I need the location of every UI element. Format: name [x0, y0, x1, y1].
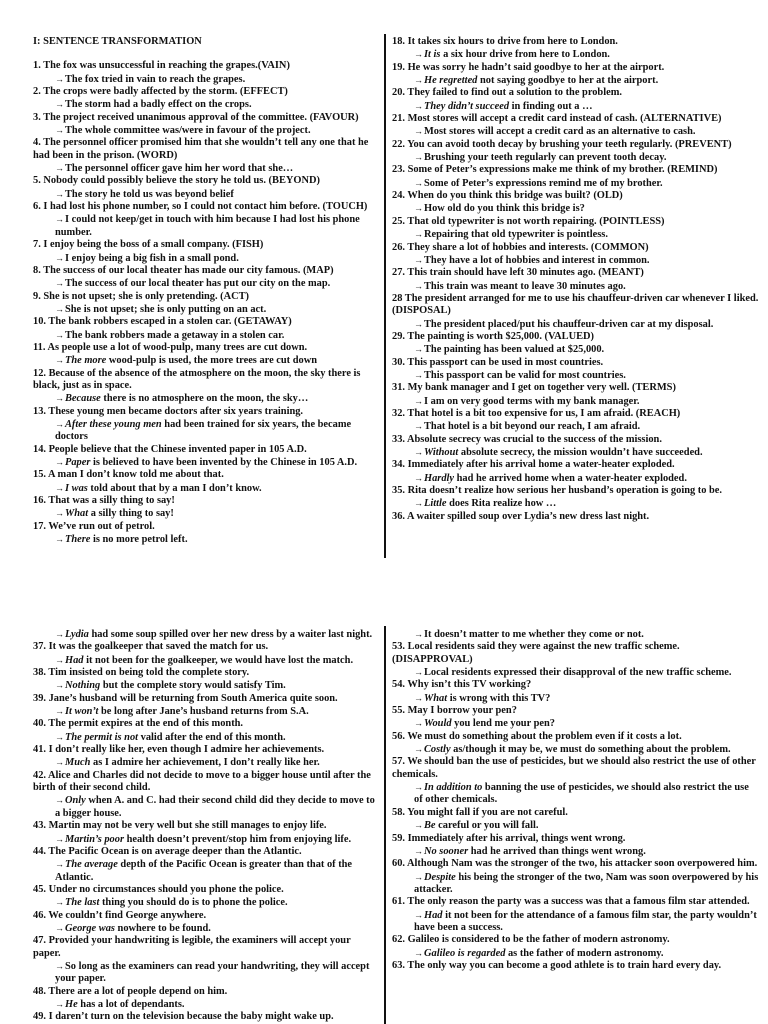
answer-line: [33, 329, 376, 342]
answer-line: [392, 947, 759, 960]
answer-text: careful or you will fall.: [435, 820, 539, 832]
answer-emphasis: Costly: [424, 744, 451, 756]
answer-text: So long as the examiners can read your handwriting, they will accept your paper.: [55, 960, 370, 985]
answer-line: [392, 692, 759, 705]
answer-line: [392, 845, 759, 858]
arrow-icon: →: [55, 457, 64, 467]
arrow-icon: →: [55, 278, 64, 289]
answer-emphasis: Lydia: [65, 629, 89, 640]
answer-line: [33, 654, 376, 667]
answer-emphasis: Despite: [424, 871, 456, 883]
question-line: 11. As people use a lot of wood-pulp, many trees are cut down.: [33, 341, 308, 353]
answer-text: his being the stronger of the two, Nam was soon overpowered by his attacker.: [414, 871, 759, 895]
arrow-icon: →: [55, 534, 64, 545]
answer-line: [33, 858, 376, 884]
column-divider: [384, 626, 386, 1024]
answer-line: [33, 392, 376, 405]
answer-line: [33, 162, 376, 175]
arrow-icon: →: [414, 782, 423, 793]
answer-line: [33, 833, 376, 846]
arrow-icon: →: [55, 922, 64, 933]
answer-emphasis: Nothing: [65, 680, 101, 692]
answer-line: [33, 679, 376, 692]
arrow-icon: →: [55, 125, 64, 136]
answer-line: [392, 369, 759, 382]
answer-line: [33, 705, 376, 718]
arrow-icon: →: [55, 833, 64, 844]
question-line: 13. These young men became doctors after six years training.: [33, 405, 304, 417]
question-line: 34. Immediately after his arrival home a water-heater exploded.: [392, 459, 675, 471]
answer-text: is wrong with this TV?: [447, 692, 551, 704]
answer-line: [33, 277, 376, 290]
question-line: 46. We couldn’t find George anywhere.: [33, 909, 207, 921]
answer-text: The president placed/put his chauffeur-driven car at my disposal.: [424, 318, 714, 330]
answer-line: [392, 177, 759, 190]
answer-emphasis: Much: [65, 757, 91, 769]
item-list: [33, 628, 376, 1024]
answer-text: had been trained for six years, the became doctors: [55, 418, 352, 443]
answer-line: [33, 354, 376, 367]
answer-text: The whole committee was/were in favour of the project.: [65, 125, 311, 137]
arrow-icon: →: [55, 859, 64, 870]
arrow-icon: →: [414, 229, 423, 240]
arrow-icon: →: [414, 126, 423, 137]
item-list: [33, 60, 376, 546]
answer-text: a silly thing to say!: [88, 508, 174, 520]
question-line: 12. Because of the absence of the atmosphere on the moon, the sky there is black, just as in space.: [33, 367, 361, 391]
arrow-icon: →: [414, 498, 423, 509]
question-line: 3. The project received unanimous approval of the committee. (FAVOUR): [33, 111, 359, 123]
question-line: 7. I enjoy being the boss of a small company. (FISH): [33, 239, 264, 251]
arrow-icon: →: [55, 757, 64, 768]
answer-emphasis: Hardly: [424, 472, 455, 484]
answer-emphasis: He: [65, 998, 78, 1010]
question-line: 31. My bank manager and I get on together very well. (TERMS): [392, 382, 676, 394]
answer-line: [33, 756, 376, 769]
answer-text: It doesn’t matter to me whether they come or not.: [424, 629, 644, 640]
arrow-icon: →: [414, 280, 423, 291]
answer-line: [33, 731, 376, 744]
answer-line: [33, 418, 376, 444]
answer-line: [33, 188, 376, 201]
answer-text: Local residents expressed their disapproval of the new traffic scheme.: [424, 667, 732, 679]
answer-line: [33, 482, 376, 495]
answer-emphasis: He regretted: [424, 75, 478, 87]
arrow-icon: →: [414, 254, 423, 265]
answer-emphasis: Paper: [65, 457, 91, 468]
question-line: 20. They failed to find out a solution to the problem.: [392, 87, 622, 99]
arrow-icon: →: [55, 508, 64, 519]
question-line: 10. The bank robbers escaped in a stolen car. (GETAWAY): [33, 316, 292, 328]
question-line: 37. It was the goalkeeper that saved the match for us.: [33, 641, 269, 653]
question-line: 39. Jane’s husband will be returning from South America quite soon.: [33, 692, 338, 704]
top-right-column: [392, 36, 759, 556]
question-line: 17. We’ve run out of petrol.: [33, 520, 155, 532]
answer-text: The story he told us was beyond belief: [65, 188, 234, 200]
answer-text: had he arrived home when a water-heater exploded.: [454, 472, 687, 484]
answer-line: [392, 871, 759, 897]
arrow-icon: →: [55, 706, 64, 717]
arrow-icon: →: [414, 447, 423, 457]
arrow-icon: →: [414, 152, 423, 163]
question-line: 49. I daren’t turn on the television because the baby might wake up.: [33, 1011, 334, 1023]
section-title: I: SENTENCE TRANSFORMATION: [33, 36, 202, 47]
answer-text: Brushing your teeth regularly can prevent tooth decay.: [424, 152, 667, 164]
answer-line: [392, 819, 759, 832]
question-line: 23. Some of Peter’s expressions make me think of my brother. (REMIND): [392, 164, 718, 176]
answer-text: it not been for the goalkeeper, we would have lost the match.: [83, 654, 354, 666]
arrow-icon: →: [414, 203, 423, 214]
question-line: 6. I had lost his phone number, so I could not contact him before. (TOUCH): [33, 201, 368, 213]
answer-text: told about that by a man I don’t know.: [87, 482, 262, 494]
question-line: 28 The president arranged for me to use his chauffeur-driven car whenever I liked. (DISPOSAL): [392, 292, 759, 317]
answer-text: This train was meant to leave 30 minutes ago.: [424, 280, 626, 292]
answer-text: She is not upset; she is only putting on an act.: [65, 303, 267, 315]
question-line: 14. People believe that the Chinese invented paper in 105 A.D.: [33, 443, 307, 455]
arrow-icon: →: [414, 75, 423, 86]
arrow-icon: →: [55, 482, 64, 493]
answer-line: [392, 318, 759, 331]
answer-line: [33, 73, 376, 86]
arrow-icon: →: [55, 960, 64, 971]
answer-text: nowhere to be found.: [114, 922, 211, 934]
question-line: 29. The painting is worth $25,000. (VALUED): [392, 330, 594, 342]
arrow-icon: →: [55, 303, 64, 314]
question-line: 22. You can avoid tooth decay by brushing your teeth regularly. (PREVENT): [392, 138, 732, 150]
answer-emphasis: Martin’s poor: [65, 833, 124, 845]
arrow-icon: →: [55, 897, 64, 908]
answer-emphasis: What: [424, 692, 448, 704]
answer-text: depth of the Pacific Ocean is greater than that of the Atlantic.: [55, 859, 353, 883]
answer-text: has a lot of dependants.: [77, 998, 185, 1010]
answer-line: [392, 628, 759, 641]
answer-line: [33, 794, 376, 820]
arrow-icon: →: [414, 744, 423, 755]
answer-text: banning the use of pesticides, we should also restrict the use of other chemicals.: [414, 782, 749, 806]
bottom-left-column: [33, 628, 376, 1024]
answer-line: [392, 395, 759, 408]
answer-text: you lend me your pen?: [451, 718, 555, 730]
question-line: 2. The crops were badly affected by the storm. (EFFECT): [33, 86, 288, 98]
question-line: 48. There are a lot of people depend on him.: [33, 985, 228, 997]
answer-line: [33, 507, 376, 520]
answer-line: [392, 48, 759, 61]
answer-text: there is no atmosphere on the moon, the sky…: [100, 393, 309, 405]
question-line: 59. Immediately after his arrival, things went wrong.: [392, 832, 626, 844]
answer-line: [392, 743, 759, 756]
answer-text: Repairing that old typewriter is pointless.: [424, 229, 608, 241]
question-line: 33. Absolute secrecy was crucial to the success of the mission.: [392, 433, 662, 445]
answer-line: [33, 998, 376, 1011]
answer-emphasis: Be: [424, 820, 436, 832]
answer-emphasis: Had: [65, 654, 84, 666]
arrow-icon: →: [55, 188, 64, 199]
answer-emphasis: Little: [424, 498, 447, 510]
arrow-icon: →: [55, 393, 64, 404]
question-line: 57. We should ban the use of pesticides, but we should also restrict the use of other chemicals.: [392, 756, 756, 780]
answer-text: I could not keep/get in touch with him because I had lost his phone number.: [55, 214, 360, 238]
question-line: 15. A man I don’t know told me about that.: [33, 469, 224, 481]
arrow-icon: →: [414, 49, 423, 60]
question-line: 26. They share a lot of hobbies and interests. (COMMON): [392, 241, 649, 253]
question-line: 60. Although Nam was the stronger of the two, his attacker soon overpowered him.: [392, 858, 758, 870]
question-line: 27. This train should have left 30 minutes ago. (MEANT): [392, 267, 644, 279]
answer-emphasis: Would: [424, 718, 452, 730]
answer-emphasis: In addition to: [424, 782, 483, 794]
answer-text: I enjoy being a big fish in a small pond.: [65, 252, 239, 264]
answer-emphasis: Only: [65, 795, 86, 807]
question-line: 18. It takes six hours to drive from here to London.: [392, 36, 618, 47]
answer-emphasis: Without: [424, 447, 459, 458]
answer-text: wood-pulp is used, the more trees are cut down: [106, 355, 317, 367]
question-line: 43. Martin may not be very well but she still manages to enjoy life.: [33, 820, 327, 832]
arrow-icon: →: [414, 318, 423, 329]
answer-text: valid after the end of this month.: [138, 731, 286, 743]
answer-text: as the father of modern astronomy.: [505, 947, 664, 959]
answer-emphasis: The last: [65, 897, 100, 909]
question-line: 62. Galileo is considered to be the father of modern astronomy.: [392, 934, 670, 946]
arrow-icon: →: [55, 355, 64, 366]
question-line: 36. A waiter spilled soup over Lydia’s new dress last night.: [392, 510, 650, 522]
question-line: 5. Nobody could possibly believe the story he told us. (BEYOND): [33, 175, 320, 187]
question-line: 25. That old typewriter is not worth repairing. (POINTLESS): [392, 215, 665, 227]
answer-line: [392, 125, 759, 138]
top-left-column: [33, 36, 376, 556]
answer-line: [392, 254, 759, 267]
arrow-icon: →: [414, 177, 423, 188]
answer-text: The painting has been valued at $25,000.: [424, 344, 605, 356]
answer-text: How old do you think this bridge is?: [424, 203, 585, 215]
answer-line: [392, 100, 759, 113]
arrow-icon: →: [414, 667, 423, 678]
arrow-icon: →: [55, 629, 64, 639]
question-line: 56. We must do something about the problem even if it costs a lot.: [392, 730, 682, 742]
answer-text: is no more petrol left.: [90, 534, 188, 546]
answer-text: They have a lot of hobbies and interest in common.: [424, 254, 650, 266]
answer-line: [392, 343, 759, 356]
answer-emphasis: They didn’t succeed: [424, 100, 510, 112]
question-line: 21. Most stores will accept a credit card instead of cash. (ALTERNATIVE): [392, 113, 722, 125]
question-line: 4. The personnel officer promised him that she wouldn’t tell any one that he had been in the prison. (WORD): [33, 137, 369, 161]
answer-line: [392, 280, 759, 293]
answer-emphasis: No sooner: [424, 845, 469, 857]
question-line: 53. Local residents said they were against the new traffic scheme. (DISAPPROVAL): [392, 641, 680, 665]
arrow-icon: →: [414, 718, 423, 729]
answer-line: [392, 228, 759, 241]
answer-line: [33, 303, 376, 316]
question-line: 35. Rita doesn’t realize how serious her husband’s operation is going to be.: [392, 485, 723, 497]
arrow-icon: →: [414, 871, 423, 882]
question-line: 42. Alice and Charles did not decide to move to a bigger house until after the birth of their second child.: [33, 769, 371, 794]
answer-line: [33, 252, 376, 265]
answer-text: Most stores will accept a credit card as an alternative to cash.: [424, 126, 696, 138]
arrow-icon: →: [55, 731, 64, 742]
answer-line: [33, 896, 376, 909]
answer-text: The fox tried in vain to reach the grapes.: [65, 73, 246, 85]
arrow-icon: →: [55, 73, 64, 84]
question-line: 19. He was sorry he hadn’t said goodbye to her at the airport.: [392, 61, 665, 73]
arrow-icon: →: [55, 998, 64, 1009]
answer-text: is believed to have been invented by the Chinese in 105 A.D.: [90, 457, 358, 468]
answer-line: [33, 456, 376, 469]
question-line: 63. The only way you can become a good athlete is to train hard every day.: [392, 959, 722, 971]
answer-emphasis: Because: [65, 393, 101, 405]
answer-line: [392, 151, 759, 164]
item-list: [392, 628, 759, 972]
question-line: 8. The success of our local theater has made our city famous. (MAP): [33, 264, 334, 276]
question-line: 41. I don’t really like her, even though I admire her achievements.: [33, 744, 325, 756]
answer-text: The bank robbers made a getaway in a stolen car.: [65, 329, 285, 341]
arrow-icon: →: [55, 418, 64, 429]
arrow-icon: →: [55, 163, 64, 174]
answer-line: [392, 472, 759, 485]
answer-emphasis: Galileo is regarded: [424, 947, 506, 959]
arrow-icon: →: [414, 369, 423, 380]
answer-line: [33, 628, 376, 641]
answer-emphasis: What: [65, 508, 89, 520]
arrow-icon: →: [55, 99, 64, 110]
answer-line: [392, 74, 759, 87]
answer-emphasis: After these young men: [65, 418, 162, 430]
answer-text: a six hour drive from here to London.: [440, 49, 610, 61]
answer-text: thing you should do is to phone the police.: [99, 897, 288, 909]
arrow-icon: →: [55, 654, 64, 665]
arrow-icon: →: [55, 680, 64, 691]
arrow-icon: →: [55, 795, 64, 806]
answer-text: The storm had a badly effect on the crops.: [65, 99, 252, 111]
arrow-icon: →: [414, 472, 423, 483]
question-line: 40. The permit expires at the end of this month.: [33, 718, 244, 730]
answer-text: health doesn’t prevent/stop him from enjoying life.: [124, 833, 352, 845]
answer-line: [392, 420, 759, 433]
arrow-icon: →: [414, 395, 423, 406]
answer-emphasis: There: [65, 534, 91, 546]
question-line: 16. That was a silly thing to say!: [33, 495, 175, 507]
question-line: 9. She is not upset; she is only pretending. (ACT): [33, 290, 250, 302]
question-line: 47. Provided your handwriting is legible, the examiners will accept your paper.: [33, 935, 351, 959]
answer-emphasis: The permit is not: [65, 731, 139, 743]
question-line: 58. You might fall if you are not careful.: [392, 806, 568, 818]
answer-text: it not been for the attendance of a famous film star, the party wouldn’t have been a success.: [414, 909, 757, 933]
answer-text: absolute secrecy, the mission wouldn’t have succeeded.: [458, 447, 703, 458]
question-line: 32. That hotel is a bit too expensive for us, I am afraid. (REACH): [392, 407, 681, 419]
question-line: 30. This passport can be used in most countries.: [392, 356, 604, 368]
answer-line: [33, 960, 376, 986]
answer-line: [33, 124, 376, 137]
question-line: 54. Why isn’t this TV working?: [392, 679, 532, 691]
answer-text: That hotel is a bit beyond our reach, I am afraid.: [424, 421, 641, 433]
question-line: 45. Under no circumstances should you phone the police.: [33, 883, 284, 895]
answer-line: [392, 202, 759, 215]
answer-line: [392, 666, 759, 679]
arrow-icon: →: [414, 629, 423, 639]
question-line: 61. The only reason the party was a success was that a famous film star attended.: [392, 896, 750, 908]
question-line: 38. Tim insisted on being told the complete story.: [33, 667, 250, 679]
answer-line: [33, 533, 376, 546]
answer-text: as/though it may be, we must do something about the problem.: [450, 744, 731, 756]
arrow-icon: →: [414, 820, 423, 831]
answer-line: [33, 213, 376, 239]
question-line: 1. The fox was unsuccessful in reaching the grapes.(VAIN): [33, 60, 290, 72]
arrow-icon: →: [414, 421, 423, 432]
bottom-right-column: [392, 628, 759, 1024]
item-list: [392, 36, 759, 523]
answer-line: [392, 909, 759, 935]
answer-emphasis: The average: [65, 859, 118, 871]
answer-line: [392, 781, 759, 807]
arrow-icon: →: [55, 214, 64, 225]
answer-text: I am on very good terms with my bank manager.: [424, 395, 640, 407]
arrow-icon: →: [414, 692, 423, 703]
answer-text: as I admire her achievement, I don’t really like her.: [90, 757, 320, 769]
answer-emphasis: Had: [424, 909, 443, 921]
answer-text: The personnel officer gave him her word that she…: [65, 163, 294, 175]
answer-emphasis: It won’t: [65, 706, 99, 718]
question-line: 24. When do you think this bridge was built? (OLD): [392, 190, 623, 202]
answer-text: in finding out a …: [509, 100, 593, 112]
arrow-icon: →: [55, 252, 64, 263]
answer-text: but the complete story would satisfy Tim.: [100, 680, 286, 692]
arrow-icon: →: [414, 909, 423, 920]
answer-text: when A. and C. had their second child did they decide to move to a bigger house.: [55, 795, 375, 819]
answer-text: had some soup spilled over her new dress by a waiter last night.: [88, 629, 373, 640]
arrow-icon: →: [414, 845, 423, 856]
answer-emphasis: The more: [65, 355, 107, 367]
arrow-icon: →: [55, 329, 64, 340]
answer-line: [392, 446, 759, 459]
arrow-icon: →: [414, 947, 423, 958]
arrow-icon: →: [414, 344, 423, 355]
question-line: 55. May I borrow your pen?: [392, 705, 517, 717]
answer-text: This passport can be valid for most countries.: [424, 369, 626, 381]
arrow-icon: →: [414, 100, 423, 111]
answer-text: The success of our local theater has put our city on the map.: [65, 278, 331, 290]
answer-emphasis: I was: [65, 482, 88, 494]
answer-line: [33, 922, 376, 935]
answer-text: be long after Jane’s husband returns from S.A.: [98, 706, 309, 718]
answer-emphasis: George was: [65, 922, 115, 934]
answer-line: [33, 98, 376, 111]
answer-line: [392, 717, 759, 730]
question-line: 44. The Pacific Ocean is on average deeper than the Atlantic.: [33, 845, 302, 857]
answer-emphasis: It is: [424, 49, 441, 61]
answer-text: had he arrived than things went wrong.: [468, 845, 646, 857]
answer-text: not saying goodbye to her at the airport.: [477, 75, 659, 87]
answer-text: Some of Peter’s expressions remind me of my brother.: [424, 177, 663, 189]
column-divider: [384, 34, 386, 558]
answer-text: does Rita realize how …: [446, 498, 557, 510]
answer-line: [392, 497, 759, 510]
